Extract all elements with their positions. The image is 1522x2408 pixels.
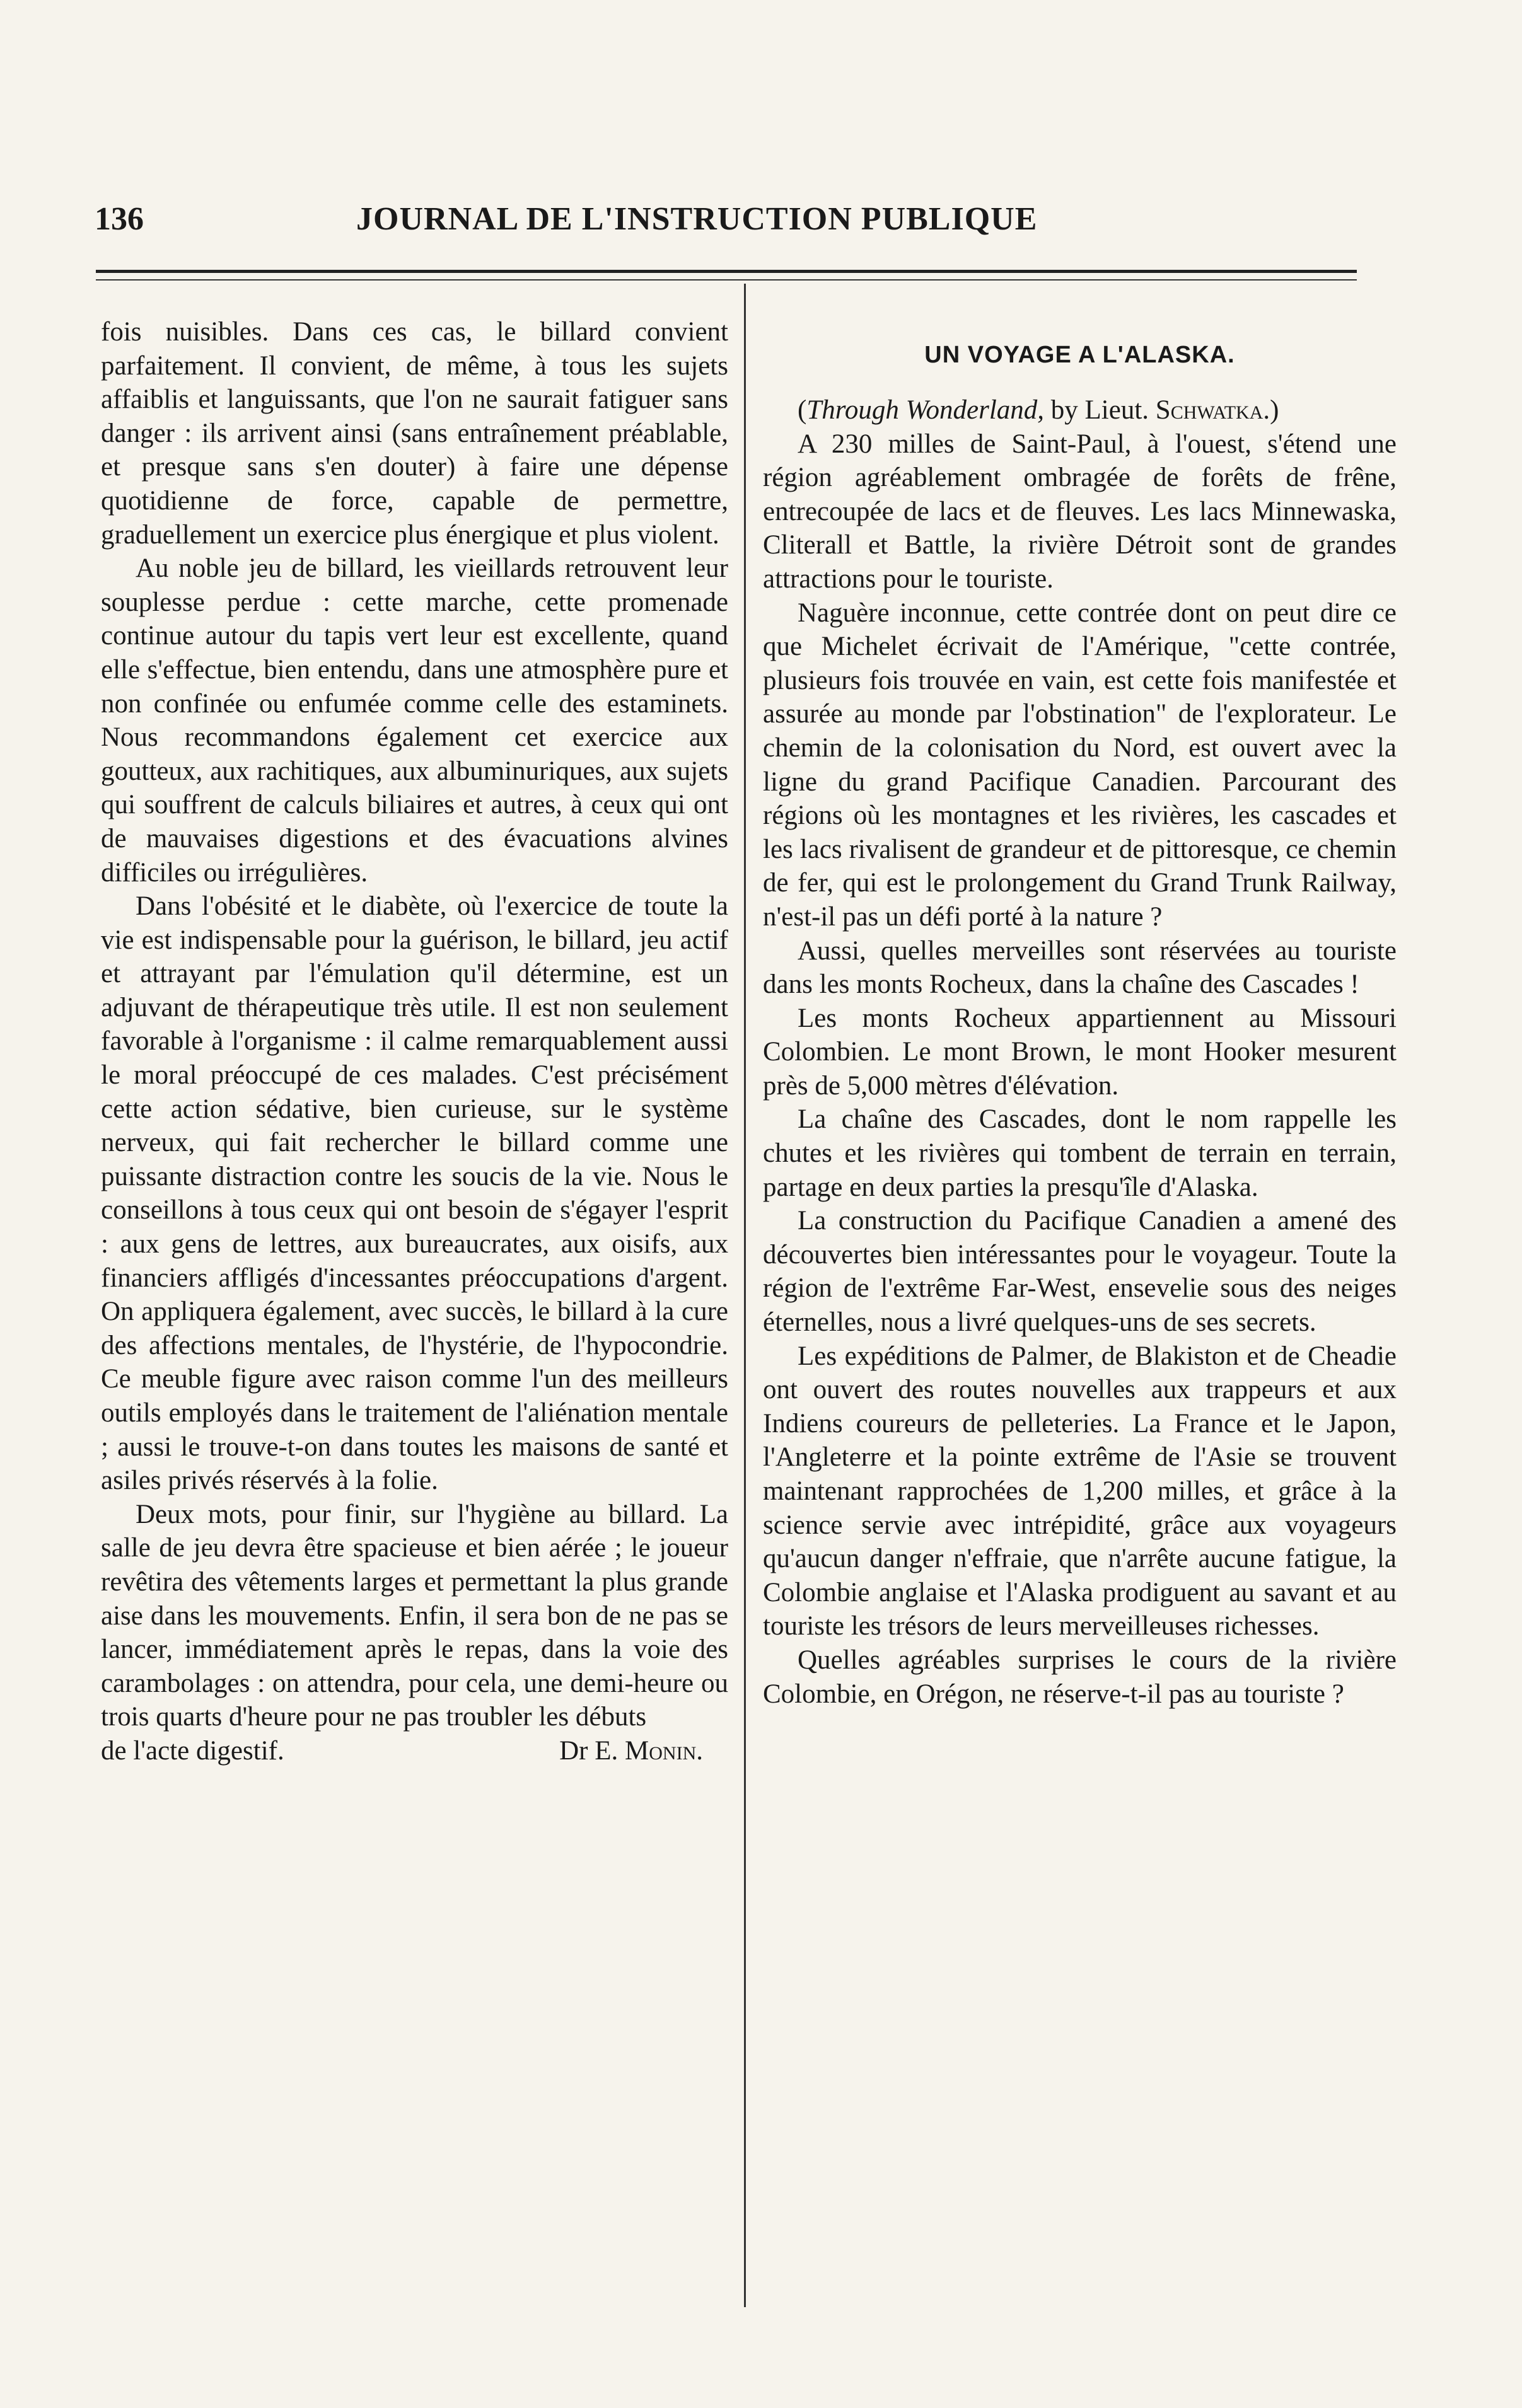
paragraph: Les monts Rocheux appartiennent au Missouri Colombien. Le mont Brown, le mont Hooker mesurent près de 5,000 mètres d'élévation. (763, 1003, 1397, 1101)
paragraph: fois nuisibles. Dans ces cas, le billard convient parfaitement. Il convient, de même, à tous les sujets affaiblis et languissants, que l'on ne saurait fatiguer sans danger : ils arrivent ainsi (sans entraînement préablable, et presque sans s'en douter) à faire une dépense quotidienne de force, capable de permettre, graduellement un exercice plus énergique et plus violent. (101, 317, 728, 550)
article-credit (763, 393, 1397, 427)
paragraph: Dans l'obésité et le diabète, où l'exercice de toute la vie est indispensable pour la guérison, le billard, jeu actif et attrayant par l'émulation qu'il détermine, est un adjuvant de thérapeutique très utile. Il est non seulement favorable à l'organisme : il calme remarquablement aussi le moral préoccupé de ces malades. C'est précisément cette action sédative, bien curieuse, sur le système nerveux, qui fait rechercher le billard comme une puissante distraction contre les soucis de la vie. Nous le conseillons à tous ceux qui ont besoin de s'égayer l'esprit : aux gens de lettres, aux bureaucrates, aux oisifs, aux financiers affligés d'incessantes préoccupations d'argent. On appliquera également, avec succès, le billard à la cure des affections mentales, de l'hystérie, de l'hypocondrie. Ce meuble figure avec raison comme l'un des meilleurs outils employés dans le traitement de l'aliénation mentale ; aussi le trouve-t-on dans toutes les maisons de santé et asiles privés réservés à la folie. (101, 891, 728, 1496)
journal-title: JOURNAL DE L'INSTRUCTION PUBLIQUE (356, 201, 1038, 237)
left-column (101, 315, 728, 1768)
paragraph: Les expéditions de Palmer, de Blakiston et de Cheadie ont ouvert des routes nouvelles aux trappeurs et aux Indiens coureurs de pelleteries. La France et le Japon, l'Angleterre et la pointe extrême de l'Asie se trouvent maintenant rapprochées de 1,200 milles, et grâce à la science servie avec intrépidité, grâce aux voyageurs qu'aucun danger n'effraie, que n'arrête aucune fatigue, la Colombie anglaise et l'Alaska prodiguent au savant et au touriste les trésors de leurs merveilleuses richesses. (763, 1341, 1397, 1641)
paragraph: Au noble jeu de billard, les vieillards retrouvent leur souplesse perdue : cette marche, cette promenade continue autour du tapis vert leur est excellente, quand elle s'effectue, bien entendu, dans une atmosphère pure et non confinée ou enfumée comme celle des estaminets. Nous recommandons également cet exercice aux goutteux, aux rachitiques, aux albuminuriques, aux sujets qui souffrent de calculs biliaires et autres, à ceux qui ont de mauvaises digestions et des évacuations alvines difficiles ou irrégulières. (101, 553, 728, 888)
credit-author: Schwatka. (1155, 395, 1270, 425)
header-rule-thick (96, 270, 1357, 273)
paragraph: A 230 milles de Saint-Paul, à l'ouest, s'étend une région agréablement ombragée de forêts de frêne, entrecoupée de lacs et de fleuves. Les lacs Minnewaska, Cliterall et Battle, la rivière Détroit sont de grandes attractions pour le touriste. (763, 429, 1397, 594)
right-column (763, 315, 1397, 1711)
paragraph: La chaîne des Cascades, dont le nom rappelle les chutes et les rivières qui tombent de terrain en terrain, partage en deux parties la presqu'île d'Alaska. (763, 1104, 1397, 1202)
page-header (95, 200, 1059, 257)
paragraph: Aussi, quelles merveilles sont réservées au touriste dans les monts Rocheux, dans la chaîne des Cascades ! (763, 935, 1397, 1000)
credit-close: ) (1270, 395, 1279, 425)
paragraph: Naguère inconnue, cette contrée dont on peut dire ce que Michelet écrivait de l'Amérique, "cette contrée, plusieurs fois trouvée en vain, est cette fois manifestée et assurée au monde par l'obstination" de l'explorateur. Le chemin de la colonisation du Nord, est ouvert avec la ligne du grand Pacifique Canadien. Parcourant des régions où les montagnes et les rivières, les cascades et les lacs rivalisent de grandeur et de pittoresque, ce chemin de fer, qui est le prolongement du Grand Trunk Railway, n'est-il pas un défi porté à la nature ? (763, 598, 1397, 932)
credit-by: by Lieut. (1044, 395, 1156, 425)
credit-book: Through Wonderland, (806, 395, 1045, 425)
closing-text: de l'acte digestif. (101, 1735, 284, 1766)
paragraph: Deux mots, pour finir, sur l'hygiène au billard. La salle de jeu devra être spacieuse et bien aérée ; le joueur revêtira des vêtements larges et permettant la plus grande aise dans les mouvements. Enfin, il sera bon de ne pas se lancer, immédiatement après le repas, dans la voie des carambolages : on attendra, pour cela, une demi-heure ou trois quarts d'heure pour ne pas troubler les débuts (101, 1499, 728, 1732)
credit-open: ( (798, 395, 807, 425)
page-number: 136 (95, 201, 144, 237)
column-divider (744, 284, 746, 2307)
signature-name: Monin. (625, 1735, 703, 1766)
author-signature (559, 1734, 728, 1768)
signature-line (101, 1734, 728, 1768)
article-title: UN VOYAGE A L'ALASKA. (924, 342, 1235, 368)
header-rule-thin (96, 279, 1357, 281)
signature-prefix: Dr E. (559, 1735, 625, 1766)
paragraph: La construction du Pacifique Canadien a amené des découvertes bien intéressantes pour le voyageur. Toute la région de l'extrême Far-West, ensevelie sous des neiges éternelles, nous a livré quelques-uns de ses secrets. (763, 1206, 1397, 1338)
paragraph: Quelles agréables surprises le cours de la rivière Colombie, en Orégon, ne réserve-t-il pas au touriste ? (763, 1645, 1397, 1709)
